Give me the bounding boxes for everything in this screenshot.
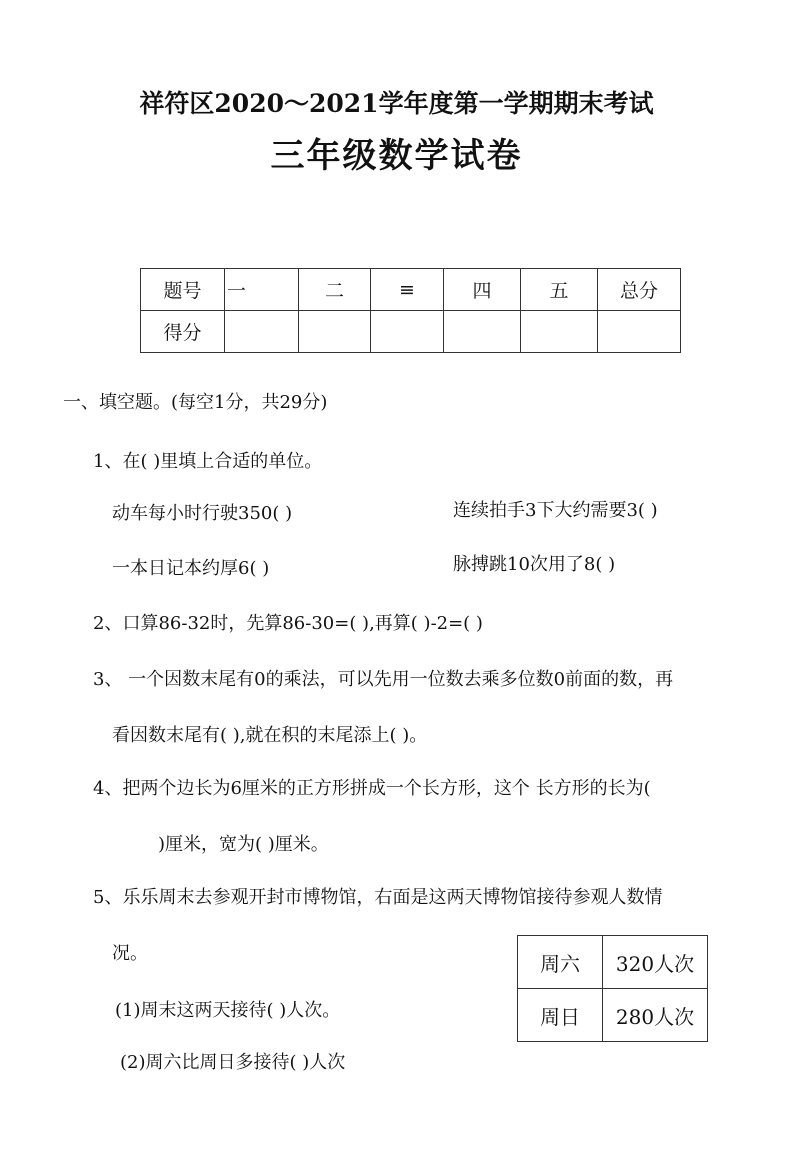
visitor-count-table — [517, 935, 708, 1042]
score-cell[interactable] — [299, 311, 371, 353]
score-header-cell: ≡ — [371, 269, 444, 311]
question-5-sub-2: (2)周六比周日多接待( )人次 — [120, 1052, 346, 1073]
table-row — [518, 989, 708, 1042]
count-cell: 320人次 — [603, 936, 708, 989]
score-cell[interactable] — [371, 311, 444, 353]
question-5-line-2: 况。 — [112, 943, 148, 964]
score-header-cell: 题号 — [141, 269, 225, 311]
score-header-cell: 二 — [299, 269, 371, 311]
question-4-line-1: 4、把两个边长为6厘米的正方形拼成一个长方形，这个 长方形的长为( — [93, 778, 651, 799]
score-header-cell: 四 — [444, 269, 521, 311]
score-cell[interactable] — [225, 311, 299, 353]
score-table-score-row — [141, 311, 681, 353]
score-header-cell: 总分 — [598, 269, 681, 311]
question-3-line-1: 3、 一个因数末尾有0的乘法，可以先用一位数去乘多位数0前面的数，再 — [93, 669, 674, 690]
question-1-item-b: 连续拍手3下大约需要3( ) — [453, 500, 658, 521]
day-cell: 周日 — [518, 989, 603, 1042]
table-row — [518, 936, 708, 989]
question-1-item-c: 一本日记本约厚6( ) — [112, 558, 270, 579]
question-3-line-2: 看因数末尾有( ),就在积的末尾添上( )。 — [112, 725, 428, 746]
paper-subtitle: 三年级数学试卷 — [270, 136, 523, 176]
score-header-cell: 五 — [521, 269, 598, 311]
score-row-label: 得分 — [141, 311, 225, 353]
score-header-cell: 一 — [225, 269, 299, 311]
question-2: 2、口算86-32时，先算86-30=( ),再算( )-2=( ) — [93, 613, 483, 634]
question-4-line-2: )厘米，宽为( )厘米。 — [158, 834, 329, 855]
section-heading: 一、填空题。(每空1分，共29分) — [63, 392, 328, 413]
score-table — [140, 268, 681, 353]
question-5-line-1: 5、乐乐周末去参观开封市博物馆，右面是这两天博物馆接待参观人数情 — [93, 887, 663, 908]
question-5-sub-1: (1)周末这两天接待( )人次。 — [115, 1000, 341, 1021]
exam-title: 祥符区2020～2021学年度第一学期期末考试 — [139, 89, 654, 118]
day-cell: 周六 — [518, 936, 603, 989]
question-1-stem: 1、在( )里填上合适的单位。 — [93, 451, 323, 472]
question-1-item-d: 脉搏跳10次用了8( ) — [453, 554, 616, 575]
score-cell[interactable] — [598, 311, 681, 353]
question-1-item-a: 动车每小时行驶350( ) — [112, 503, 293, 524]
count-cell: 280人次 — [603, 989, 708, 1042]
score-table-header-row — [141, 269, 681, 311]
score-cell[interactable] — [521, 311, 598, 353]
score-cell[interactable] — [444, 311, 521, 353]
